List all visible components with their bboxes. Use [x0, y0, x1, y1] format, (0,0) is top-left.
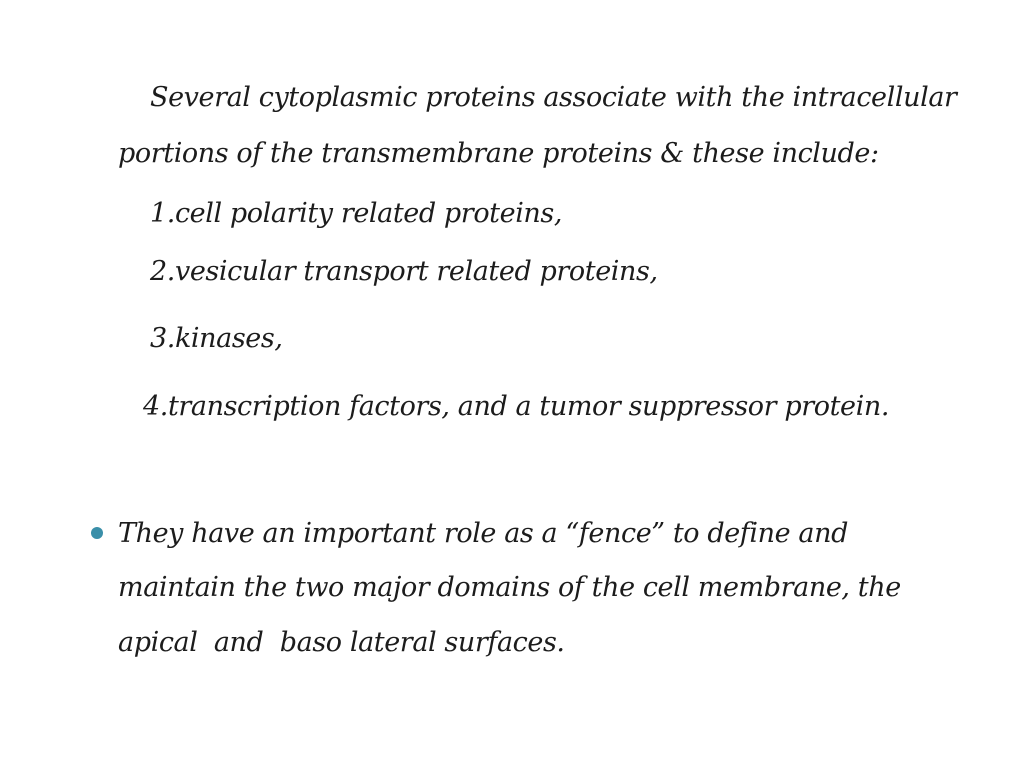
list-item-3: 3.kinases,: [150, 323, 283, 354]
intro-line-2: portions of the transmembrane proteins & these include:: [118, 138, 879, 169]
list-item-1: 1.cell polarity related proteins,: [150, 198, 563, 229]
list-item-4: 4.transcription factors, and a tumor suppressor protein.: [143, 391, 890, 422]
bullet-line-3: apical and baso lateral surfaces.: [118, 627, 565, 658]
bullet-dot-icon: [91, 527, 103, 539]
bullet-line-2: maintain the two major domains of the cell membrane, the: [118, 572, 901, 603]
intro-line-1: Several cytoplasmic proteins associate with the intracellular: [150, 82, 957, 113]
bullet-line-1: They have an important role as a “fence” to define and: [118, 518, 848, 549]
list-item-2: 2.vesicular transport related proteins,: [150, 256, 658, 287]
